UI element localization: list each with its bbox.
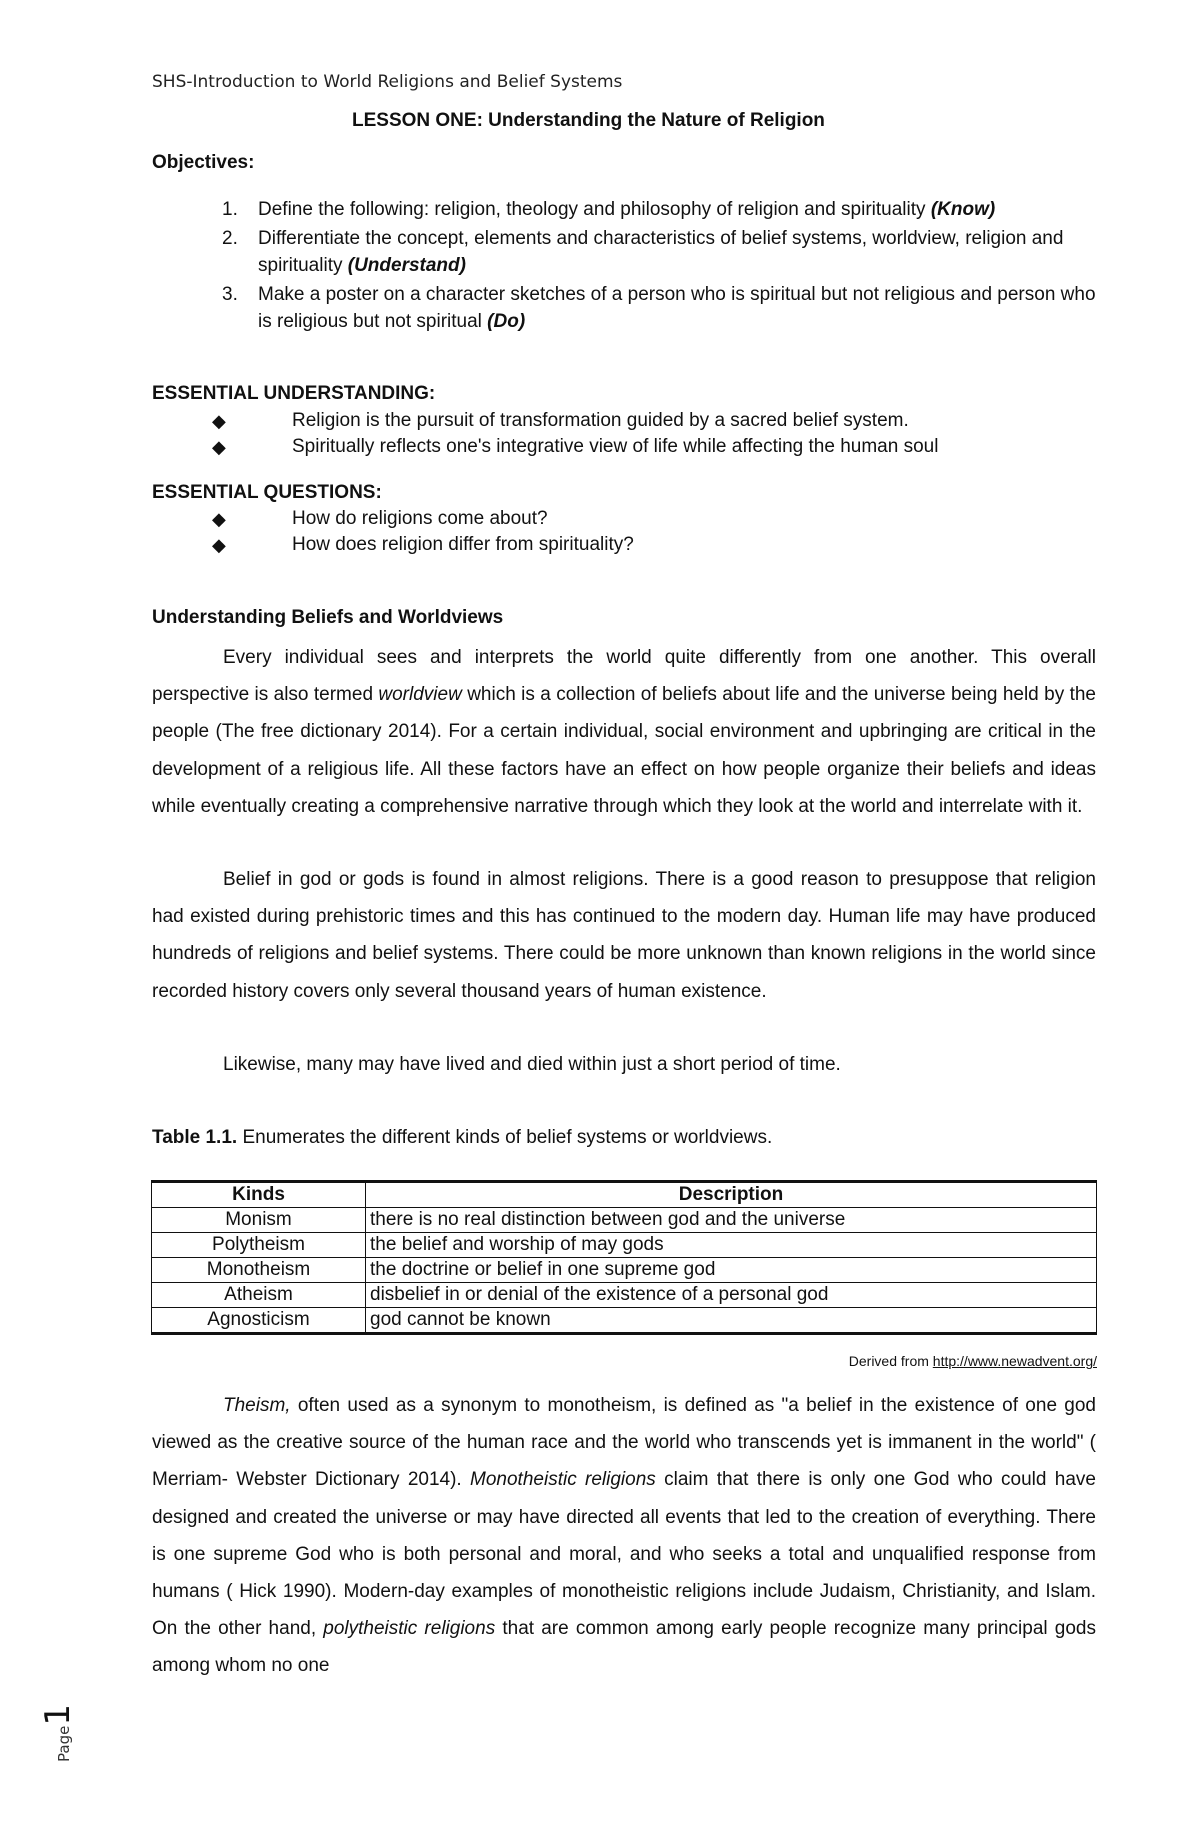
table-caption-text: Enumerates the different kinds of belief systems or worldviews. xyxy=(237,1127,773,1148)
list-item-text: How does religion differ from spirituality? xyxy=(292,534,634,555)
list-item xyxy=(212,506,634,532)
table-cell-description: the doctrine or belief in one supreme god xyxy=(366,1258,1097,1283)
objective-tag: (Understand) xyxy=(347,255,466,276)
table-row xyxy=(152,1233,1097,1258)
table-cell-kind: Monism xyxy=(152,1208,366,1233)
paragraph-text: Belief in god or gods is found in almost religions. There is a good reason to presuppose that religion had existed during prehistoric times and this has continued to the modern day. Human life may have produced hundreds of religions and belief systems. There could be more unknown than known religions in the world since recorded history covers only several thousand years of human existence. xyxy=(152,869,1096,1002)
source-credit-prefix: Derived from xyxy=(848,1353,933,1369)
table-cell-kind: Monotheism xyxy=(152,1258,366,1283)
objective-number: 3. xyxy=(222,284,238,305)
list-item xyxy=(212,532,634,558)
essential-questions-list xyxy=(212,506,634,558)
essential-questions-heading: ESSENTIAL QUESTIONS: xyxy=(152,482,382,503)
lesson-title: LESSON ONE: Understanding the Nature of Religion xyxy=(352,110,825,131)
list-item-text: Religion is the pursuit of transformation guided by a sacred belief system. xyxy=(292,410,909,431)
table-caption xyxy=(152,1127,772,1149)
essential-understanding-heading: ESSENTIAL UNDERSTANDING: xyxy=(152,383,436,404)
list-item-text: Spiritually reflects one's integrative view of life while affecting the human soul xyxy=(292,436,939,457)
objective-text: Define the following: religion, theology and philosophy of religion and spirituality xyxy=(258,199,931,220)
diamond-bullet-icon: ◆ xyxy=(212,509,226,529)
objective-text: Make a poster on a character sketches of a person who is spiritual but not religious and person who is religious but not spiritual xyxy=(258,284,1096,332)
paragraph-text: that are common among early people recognize many principal gods among whom no one xyxy=(152,1618,1096,1677)
diamond-bullet-icon: ◆ xyxy=(212,411,226,431)
table-caption-label: Table 1.1. xyxy=(152,1127,238,1148)
objective-tag: (Know) xyxy=(930,199,996,220)
objective-item xyxy=(222,281,1102,335)
paragraph-text: Likewise, many may have lived and died within just a short period of time. xyxy=(223,1054,841,1075)
list-item xyxy=(212,434,938,460)
objective-number: 1. xyxy=(222,199,238,220)
section-heading: Understanding Beliefs and Worldviews xyxy=(152,607,504,628)
emphasis-text: Monotheistic religions xyxy=(470,1469,656,1491)
objectives-label: Objectives: xyxy=(152,152,255,173)
page-number-label xyxy=(38,1704,78,1762)
table-row xyxy=(152,1308,1097,1334)
objective-number: 2. xyxy=(222,228,238,249)
objectives-list xyxy=(222,196,1102,337)
objective-text: Differentiate the concept, elements and characteristics of belief systems, worldview, religion and spirituality xyxy=(258,228,1064,276)
list-item-text: How do religions come about? xyxy=(292,508,548,529)
objective-item xyxy=(222,196,1102,223)
paragraph-text: Every individual sees and interprets the world quite differently from one another. This overall perspective is also termed xyxy=(152,647,1096,706)
column-header: Description xyxy=(366,1182,1097,1208)
paragraph xyxy=(152,1387,1096,1685)
belief-systems-table xyxy=(151,1180,1097,1335)
table-row xyxy=(152,1258,1097,1283)
table-row xyxy=(152,1208,1097,1233)
diamond-bullet-icon: ◆ xyxy=(212,535,226,555)
paragraph-text: often used as a synonym to monotheism, is defined as "a belief in the existence of one god viewed as the creative source of the human race and the world who transcends yet is immanent in the world" ( Merriam- Webster Dictionary 2014). xyxy=(152,1395,1096,1491)
source-credit xyxy=(849,1353,1097,1369)
emphasis-text: Theism, xyxy=(223,1395,291,1416)
paragraph xyxy=(152,861,1096,1010)
essential-understanding-list xyxy=(212,408,938,460)
objective-item xyxy=(222,225,1102,279)
table-cell-description: the belief and worship of may gods xyxy=(366,1233,1097,1258)
list-item xyxy=(212,408,938,434)
table-cell-description: disbelief in or denial of the existence of a personal god xyxy=(366,1283,1097,1308)
table-cell-kind: Agnosticism xyxy=(152,1308,366,1334)
page-word: Page xyxy=(55,1725,73,1762)
course-header: SHS-Introduction to World Religions and Belief Systems xyxy=(152,72,623,92)
table-cell-kind: Atheism xyxy=(152,1283,366,1308)
page-number: 1 xyxy=(38,1704,78,1726)
emphasis-text: polytheistic religions xyxy=(323,1618,496,1640)
emphasis-text: worldview xyxy=(378,684,462,706)
source-link[interactable]: http://www.newadvent.org/ xyxy=(932,1353,1097,1369)
paragraph-text: claim that there is only one God who could have designed and created the universe or may have directed all events that led to the creation of everything. There is one supreme God who is both personal and moral, and who seeks a total and unqualified response from humans ( Hick 1990). Modern-day examples of monotheistic religions include Judaism, Christianity, and Islam. On the other hand, xyxy=(152,1469,1096,1640)
table-cell-kind: Polytheism xyxy=(152,1233,366,1258)
paragraph xyxy=(152,1046,1096,1083)
table-header-row xyxy=(152,1182,1097,1208)
column-header: Kinds xyxy=(152,1182,366,1208)
table-row xyxy=(152,1283,1097,1308)
paragraph-text: which is a collection of beliefs about life and the universe being held by the people (The free dictionary 2014). For a certain individual, social environment and upbringing are critical in the development of a religious life. All these factors have an effect on how people organize their beliefs and ideas while eventually creating a comprehensive narrative through which they look at the world and interrelate with it. xyxy=(152,684,1096,817)
table-cell-description: there is no real distinction between god and the universe xyxy=(366,1208,1097,1233)
diamond-bullet-icon: ◆ xyxy=(212,437,226,457)
table-cell-description: god cannot be known xyxy=(366,1308,1097,1334)
objective-tag: (Do) xyxy=(487,311,526,332)
paragraph xyxy=(152,639,1096,825)
